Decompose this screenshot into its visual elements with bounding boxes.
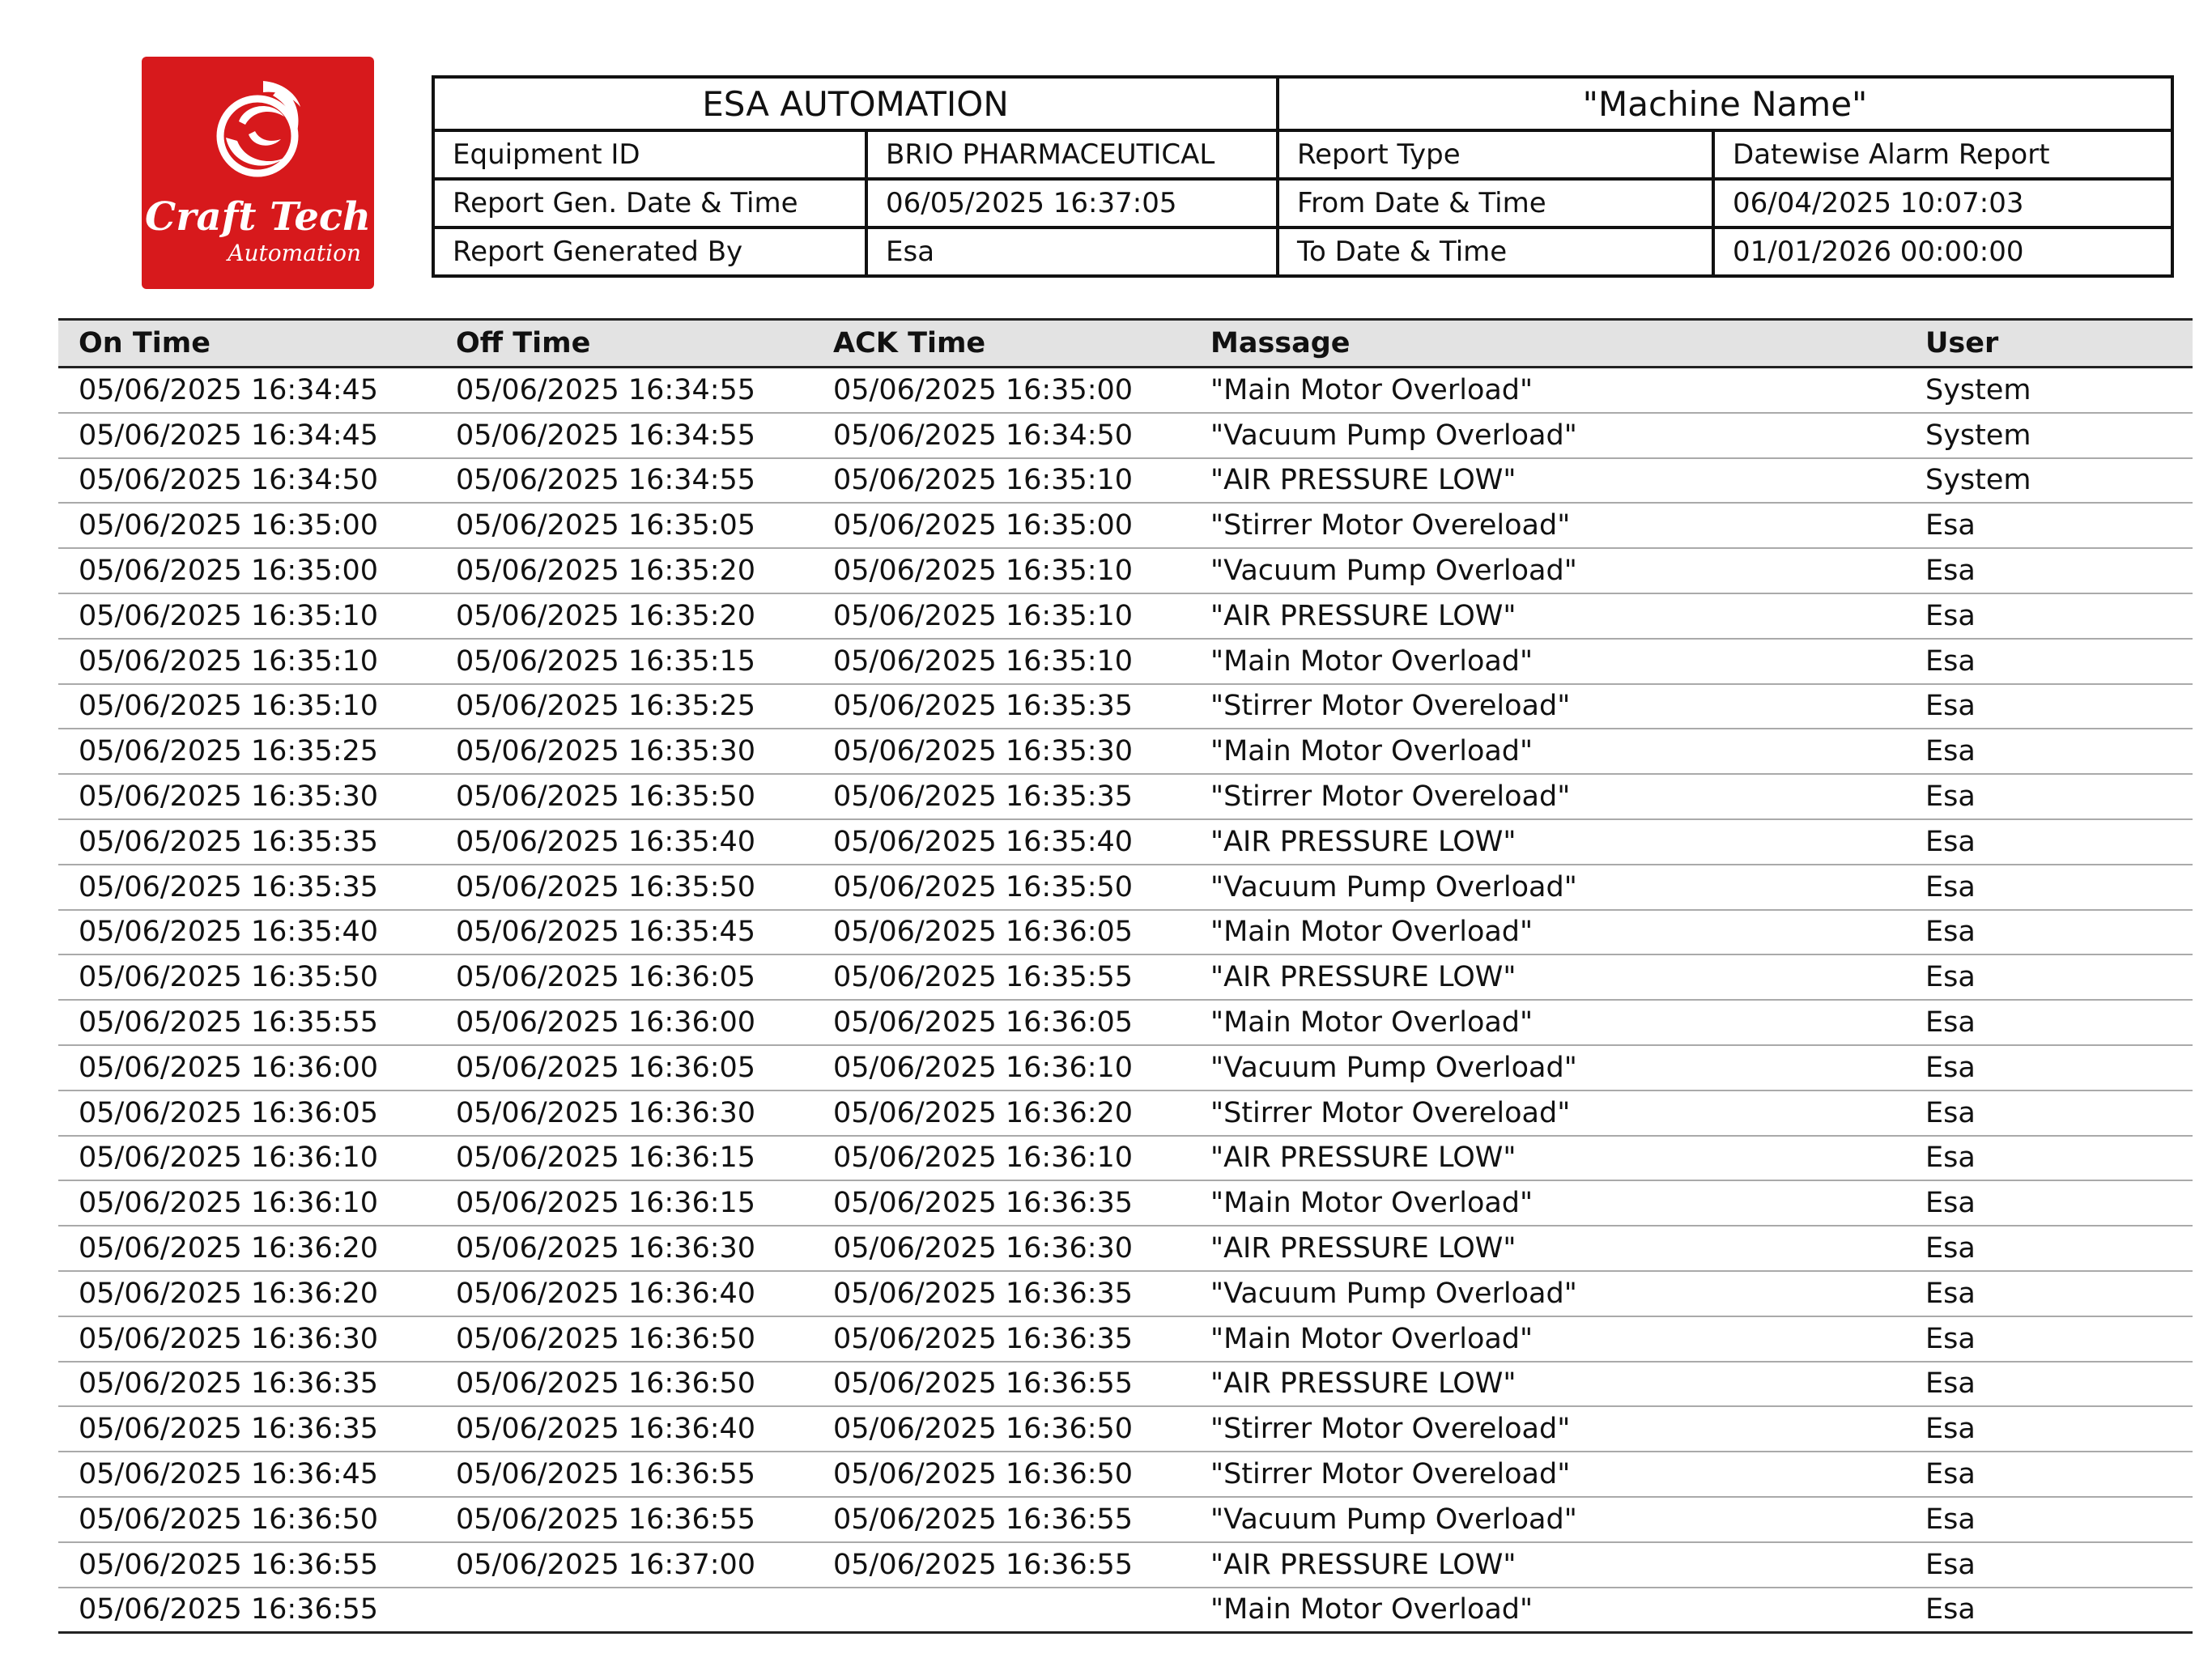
info-value: 06/05/2025 16:37:05 — [866, 179, 1278, 227]
table-row — [58, 1000, 2193, 1045]
table-row — [58, 1452, 2193, 1497]
message-cell: "Stirrer Motor Overeload" — [1190, 1406, 1905, 1452]
off-time-cell: 05/06/2025 16:35:25 — [436, 684, 813, 729]
user-cell: Esa — [1905, 819, 2193, 865]
ack-time-cell: 05/06/2025 16:36:05 — [813, 910, 1190, 955]
info-row — [433, 130, 2172, 179]
off-time-cell: 05/06/2025 16:36:50 — [436, 1316, 813, 1362]
on-time-cell: 05/06/2025 16:34:45 — [58, 413, 436, 458]
ack-time-cell: 05/06/2025 16:36:55 — [813, 1362, 1190, 1407]
off-time-cell: 05/06/2025 16:35:20 — [436, 548, 813, 593]
ack-time-cell: 05/06/2025 16:35:10 — [813, 548, 1190, 593]
user-cell: Esa — [1905, 1452, 2193, 1497]
user-cell: System — [1905, 458, 2193, 504]
table-row — [58, 1136, 2193, 1181]
info-header-row — [433, 77, 2172, 130]
ack-time-cell: 05/06/2025 16:35:00 — [813, 503, 1190, 548]
message-cell: "Main Motor Overload" — [1190, 1316, 1905, 1362]
ack-time-cell: 05/06/2025 16:36:55 — [813, 1497, 1190, 1542]
on-time-cell: 05/06/2025 16:35:00 — [58, 548, 436, 593]
table-row — [58, 774, 2193, 819]
message-cell: "Stirrer Motor Overeload" — [1190, 1452, 1905, 1497]
ack-time-cell: 05/06/2025 16:36:35 — [813, 1271, 1190, 1316]
message-cell: "Stirrer Motor Overeload" — [1190, 503, 1905, 548]
user-cell: Esa — [1905, 1136, 2193, 1181]
message-cell: "AIR PRESSURE LOW" — [1190, 819, 1905, 865]
off-time-cell: 05/06/2025 16:36:00 — [436, 1000, 813, 1045]
user-cell: Esa — [1905, 503, 2193, 548]
on-time-cell: 05/06/2025 16:35:40 — [58, 910, 436, 955]
ack-time-cell: 05/06/2025 16:36:10 — [813, 1136, 1190, 1181]
message-cell: "Main Motor Overload" — [1190, 1588, 1905, 1633]
alarm-table — [58, 318, 2193, 1634]
table-row — [58, 368, 2193, 413]
ack-time-cell: 05/06/2025 16:36:10 — [813, 1045, 1190, 1090]
off-time-cell — [436, 1588, 813, 1633]
info-value: 01/01/2026 00:00:00 — [1713, 227, 2172, 276]
message-cell: "Vacuum Pump Overload" — [1190, 413, 1905, 458]
on-time-cell: 05/06/2025 16:35:25 — [58, 729, 436, 774]
on-time-cell: 05/06/2025 16:35:50 — [58, 954, 436, 1000]
company-logo — [142, 57, 374, 289]
info-value: Esa — [866, 227, 1278, 276]
message-cell: "Main Motor Overload" — [1190, 1180, 1905, 1226]
table-row — [58, 1045, 2193, 1090]
on-time-cell: 05/06/2025 16:36:30 — [58, 1316, 436, 1362]
info-value: Datewise Alarm Report — [1713, 130, 2172, 179]
on-time-cell: 05/06/2025 16:36:05 — [58, 1090, 436, 1136]
table-row — [58, 1316, 2193, 1362]
user-cell: Esa — [1905, 1316, 2193, 1362]
column-header-off-time: Off Time — [436, 320, 813, 368]
message-cell: "AIR PRESSURE LOW" — [1190, 1136, 1905, 1181]
message-cell: "Vacuum Pump Overload" — [1190, 548, 1905, 593]
info-label: From Date & Time — [1278, 179, 1713, 227]
on-time-cell: 05/06/2025 16:36:50 — [58, 1497, 436, 1542]
user-cell: Esa — [1905, 1090, 2193, 1136]
message-cell: "Main Motor Overload" — [1190, 910, 1905, 955]
user-cell: Esa — [1905, 954, 2193, 1000]
message-cell: "AIR PRESSURE LOW" — [1190, 1542, 1905, 1588]
user-cell: Esa — [1905, 1497, 2193, 1542]
table-row — [58, 1406, 2193, 1452]
message-cell: "AIR PRESSURE LOW" — [1190, 954, 1905, 1000]
table-row — [58, 639, 2193, 684]
ack-time-cell: 05/06/2025 16:36:50 — [813, 1406, 1190, 1452]
table-row — [58, 1362, 2193, 1407]
off-time-cell: 05/06/2025 16:35:05 — [436, 503, 813, 548]
user-cell: Esa — [1905, 1588, 2193, 1633]
user-cell: Esa — [1905, 1362, 2193, 1407]
column-header-ack-time: ACK Time — [813, 320, 1190, 368]
table-row — [58, 1180, 2193, 1226]
table-row — [58, 1497, 2193, 1542]
message-cell: "Main Motor Overload" — [1190, 368, 1905, 413]
off-time-cell: 05/06/2025 16:36:55 — [436, 1497, 813, 1542]
table-row — [58, 1226, 2193, 1271]
user-cell: System — [1905, 413, 2193, 458]
on-time-cell: 05/06/2025 16:35:30 — [58, 774, 436, 819]
message-cell: "Main Motor Overload" — [1190, 639, 1905, 684]
ack-time-cell: 05/06/2025 16:35:30 — [813, 729, 1190, 774]
ack-time-cell: 05/06/2025 16:36:20 — [813, 1090, 1190, 1136]
ack-time-cell: 05/06/2025 16:35:10 — [813, 593, 1190, 639]
message-cell: "Main Motor Overload" — [1190, 1000, 1905, 1045]
ack-time-cell: 05/06/2025 16:35:55 — [813, 954, 1190, 1000]
table-row — [58, 413, 2193, 458]
user-cell: Esa — [1905, 729, 2193, 774]
message-cell: "Vacuum Pump Overload" — [1190, 1497, 1905, 1542]
table-row — [58, 910, 2193, 955]
message-cell: "Vacuum Pump Overload" — [1190, 865, 1905, 910]
on-time-cell: 05/06/2025 16:35:35 — [58, 865, 436, 910]
ack-time-cell: 05/06/2025 16:36:55 — [813, 1542, 1190, 1588]
off-time-cell: 05/06/2025 16:35:15 — [436, 639, 813, 684]
user-cell: Esa — [1905, 1045, 2193, 1090]
off-time-cell: 05/06/2025 16:35:50 — [436, 865, 813, 910]
table-row — [58, 593, 2193, 639]
on-time-cell: 05/06/2025 16:36:10 — [58, 1180, 436, 1226]
off-time-cell: 05/06/2025 16:36:50 — [436, 1362, 813, 1407]
ack-time-cell: 05/06/2025 16:36:50 — [813, 1452, 1190, 1497]
off-time-cell: 05/06/2025 16:34:55 — [436, 413, 813, 458]
ack-time-cell: 05/06/2025 16:35:10 — [813, 639, 1190, 684]
table-row — [58, 954, 2193, 1000]
on-time-cell: 05/06/2025 16:36:20 — [58, 1226, 436, 1271]
off-time-cell: 05/06/2025 16:36:55 — [436, 1452, 813, 1497]
user-cell: Esa — [1905, 865, 2193, 910]
table-row — [58, 1271, 2193, 1316]
user-cell: Esa — [1905, 1000, 2193, 1045]
off-time-cell: 05/06/2025 16:34:55 — [436, 368, 813, 413]
on-time-cell: 05/06/2025 16:35:55 — [58, 1000, 436, 1045]
column-header-on-time: On Time — [58, 320, 436, 368]
user-cell: Esa — [1905, 910, 2193, 955]
user-cell: Esa — [1905, 548, 2193, 593]
user-cell: Esa — [1905, 1271, 2193, 1316]
on-time-cell: 05/06/2025 16:35:10 — [58, 593, 436, 639]
on-time-cell: 05/06/2025 16:36:35 — [58, 1406, 436, 1452]
ack-time-cell: 05/06/2025 16:35:35 — [813, 684, 1190, 729]
report-info-table — [432, 75, 2174, 278]
on-time-cell: 05/06/2025 16:35:00 — [58, 503, 436, 548]
table-row — [58, 684, 2193, 729]
info-value: BRIO PHARMACEUTICAL — [866, 130, 1278, 179]
table-row — [58, 503, 2193, 548]
user-cell: Esa — [1905, 639, 2193, 684]
ack-time-cell: 05/06/2025 16:36:30 — [813, 1226, 1190, 1271]
company-name: ESA AUTOMATION — [433, 77, 1278, 130]
off-time-cell: 05/06/2025 16:36:05 — [436, 1045, 813, 1090]
on-time-cell: 05/06/2025 16:35:35 — [58, 819, 436, 865]
info-label: Equipment ID — [433, 130, 866, 179]
info-row — [433, 179, 2172, 227]
info-value: 06/04/2025 10:07:03 — [1713, 179, 2172, 227]
off-time-cell: 05/06/2025 16:34:55 — [436, 458, 813, 504]
ack-time-cell: 05/06/2025 16:35:10 — [813, 458, 1190, 504]
ack-time-cell: 05/06/2025 16:36:05 — [813, 1000, 1190, 1045]
ack-time-cell: 05/06/2025 16:35:40 — [813, 819, 1190, 865]
table-row — [58, 1588, 2193, 1633]
info-label: Report Gen. Date & Time — [433, 179, 866, 227]
user-cell: Esa — [1905, 684, 2193, 729]
message-cell: "Vacuum Pump Overload" — [1190, 1045, 1905, 1090]
info-label: To Date & Time — [1278, 227, 1713, 276]
on-time-cell: 05/06/2025 16:34:50 — [58, 458, 436, 504]
logo-subtitle: Automation — [228, 240, 361, 266]
info-label: Report Generated By — [433, 227, 866, 276]
message-cell: "AIR PRESSURE LOW" — [1190, 1362, 1905, 1407]
table-row — [58, 548, 2193, 593]
on-time-cell: 05/06/2025 16:36:55 — [58, 1588, 436, 1633]
alarm-table-header — [58, 320, 2193, 368]
off-time-cell: 05/06/2025 16:36:05 — [436, 954, 813, 1000]
machine-name: "Machine Name" — [1278, 77, 2172, 130]
user-cell: Esa — [1905, 1406, 2193, 1452]
user-cell: Esa — [1905, 1180, 2193, 1226]
user-cell: Esa — [1905, 774, 2193, 819]
off-time-cell: 05/06/2025 16:37:00 — [436, 1542, 813, 1588]
ack-time-cell: 05/06/2025 16:36:35 — [813, 1316, 1190, 1362]
on-time-cell: 05/06/2025 16:36:45 — [58, 1452, 436, 1497]
info-row — [433, 227, 2172, 276]
ack-time-cell: 05/06/2025 16:35:00 — [813, 368, 1190, 413]
table-row — [58, 865, 2193, 910]
info-label: Report Type — [1278, 130, 1713, 179]
off-time-cell: 05/06/2025 16:35:20 — [436, 593, 813, 639]
alarm-table-body — [58, 368, 2193, 1633]
user-cell: Esa — [1905, 1226, 2193, 1271]
user-cell: System — [1905, 368, 2193, 413]
off-time-cell: 05/06/2025 16:36:15 — [436, 1180, 813, 1226]
on-time-cell: 05/06/2025 16:35:10 — [58, 684, 436, 729]
off-time-cell: 05/06/2025 16:36:30 — [436, 1090, 813, 1136]
on-time-cell: 05/06/2025 16:36:55 — [58, 1542, 436, 1588]
ack-time-cell: 05/06/2025 16:36:35 — [813, 1180, 1190, 1226]
message-cell: "Main Motor Overload" — [1190, 729, 1905, 774]
on-time-cell: 05/06/2025 16:36:10 — [58, 1136, 436, 1181]
ack-time-cell: 05/06/2025 16:35:50 — [813, 865, 1190, 910]
on-time-cell: 05/06/2025 16:36:00 — [58, 1045, 436, 1090]
on-time-cell: 05/06/2025 16:35:10 — [58, 639, 436, 684]
table-row — [58, 458, 2193, 504]
off-time-cell: 05/06/2025 16:35:40 — [436, 819, 813, 865]
on-time-cell: 05/06/2025 16:36:20 — [58, 1271, 436, 1316]
logo-name: Craft Tech — [145, 194, 371, 240]
on-time-cell: 05/06/2025 16:36:35 — [58, 1362, 436, 1407]
ack-time-cell: 05/06/2025 16:34:50 — [813, 413, 1190, 458]
table-row — [58, 819, 2193, 865]
column-header-message: Massage — [1190, 320, 1905, 368]
message-cell: "Stirrer Motor Overeload" — [1190, 684, 1905, 729]
off-time-cell: 05/06/2025 16:35:30 — [436, 729, 813, 774]
off-time-cell: 05/06/2025 16:36:40 — [436, 1406, 813, 1452]
message-cell: "AIR PRESSURE LOW" — [1190, 1226, 1905, 1271]
off-time-cell: 05/06/2025 16:35:45 — [436, 910, 813, 955]
table-row — [58, 729, 2193, 774]
table-row — [58, 1542, 2193, 1588]
message-cell: "Vacuum Pump Overload" — [1190, 1271, 1905, 1316]
message-cell: "Stirrer Motor Overeload" — [1190, 774, 1905, 819]
user-cell: Esa — [1905, 1542, 2193, 1588]
on-time-cell: 05/06/2025 16:34:45 — [58, 368, 436, 413]
ack-time-cell: 05/06/2025 16:35:35 — [813, 774, 1190, 819]
table-row — [58, 1090, 2193, 1136]
off-time-cell: 05/06/2025 16:36:30 — [436, 1226, 813, 1271]
ack-time-cell — [813, 1588, 1190, 1633]
off-time-cell: 05/06/2025 16:35:50 — [436, 774, 813, 819]
message-cell: "AIR PRESSURE LOW" — [1190, 458, 1905, 504]
message-cell: "Stirrer Motor Overeload" — [1190, 1090, 1905, 1136]
column-header-user: User — [1905, 320, 2193, 368]
message-cell: "AIR PRESSURE LOW" — [1190, 593, 1905, 639]
user-cell: Esa — [1905, 593, 2193, 639]
off-time-cell: 05/06/2025 16:36:15 — [436, 1136, 813, 1181]
off-time-cell: 05/06/2025 16:36:40 — [436, 1271, 813, 1316]
